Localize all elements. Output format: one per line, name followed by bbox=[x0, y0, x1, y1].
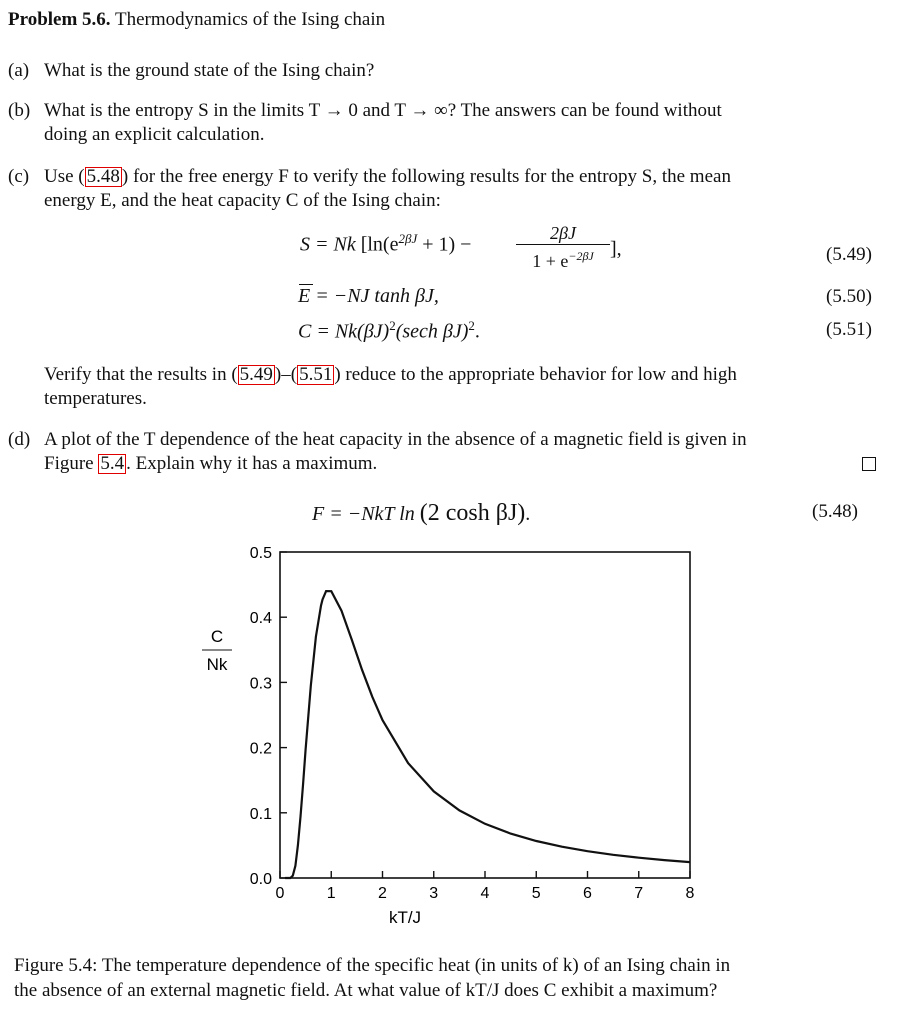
x-tick-label: 4 bbox=[480, 885, 490, 902]
part-c-post: ) for the free energy F to verify the following results for the entropy S, the mean bbox=[121, 166, 731, 187]
eq549-fraction bbox=[516, 222, 610, 272]
eq549-den: 1 + e bbox=[532, 251, 569, 271]
x-tick-label: 6 bbox=[583, 885, 592, 902]
problem-title: Thermodynamics of the Ising chain bbox=[114, 9, 386, 30]
verify-post: ) reduce to the appropriate behavior for low and high bbox=[334, 364, 737, 385]
part-c-verify-line2: temperatures. bbox=[44, 388, 147, 409]
part-d-line1: A plot of the T dependence of the heat capacity in the absence of a magnetic field is given in bbox=[44, 429, 747, 450]
y-axis-label-numerator: C bbox=[210, 627, 224, 646]
eq551-sq2: 2 bbox=[468, 318, 475, 333]
eq549-body2: + 1) − bbox=[417, 233, 472, 256]
y-tick-label: 0.1 bbox=[249, 805, 272, 823]
figure-ref-5-4[interactable]: 5.4 bbox=[100, 453, 125, 474]
verify-pre: Verify that the results in ( bbox=[44, 364, 238, 385]
eq549-den-exp: −2βJ bbox=[568, 249, 594, 263]
equation-5-51 bbox=[298, 318, 480, 344]
eq549-exp: 2βJ bbox=[398, 231, 418, 246]
figure-caption-line2: the absence of an external magnetic field. At what value of kT/J does C exhibit a maximum? bbox=[14, 980, 718, 1001]
problem-heading bbox=[8, 8, 385, 32]
x-tick-label: 2 bbox=[378, 885, 387, 902]
figure-label: Figure 5.4: bbox=[14, 955, 98, 976]
y-axis-label-denominator: Nk bbox=[206, 655, 228, 674]
heat-capacity-curve bbox=[285, 591, 690, 878]
part-d-label: (d) bbox=[8, 429, 31, 450]
part-c-line2: energy E, and the heat capacity C of the Ising chain: bbox=[44, 190, 441, 211]
part-b-line1: What is the entropy S in the limits T → 0 and T → ∞? The answers can be found without bbox=[44, 100, 722, 121]
eq-number-5-51: (5.51) bbox=[826, 319, 872, 340]
eq-ref-5-48[interactable]: 5.48 bbox=[86, 166, 120, 187]
e-bar bbox=[299, 284, 313, 285]
heat-capacity-chart bbox=[0, 530, 897, 940]
part-d-post: . Explain why it has a maximum. bbox=[126, 453, 378, 474]
equation-5-48 bbox=[312, 500, 530, 527]
plot-frame bbox=[280, 552, 690, 878]
part-d-pre: Figure bbox=[44, 453, 99, 474]
eq-number-5-49: (5.49) bbox=[826, 244, 872, 265]
part-c-label: (c) bbox=[8, 166, 30, 187]
x-tick-label: 0 bbox=[275, 885, 285, 902]
part-b-line2: doing an explicit calculation. bbox=[44, 124, 265, 145]
x-tick-label: 5 bbox=[531, 885, 541, 902]
part-b-label: (b) bbox=[8, 100, 31, 121]
part-d-line2 bbox=[44, 452, 377, 476]
eq549-lhs: S = Nk bbox=[300, 233, 356, 256]
eq549-close: ], bbox=[610, 238, 622, 260]
y-tick-label: 0.5 bbox=[249, 545, 272, 562]
problem-label: Problem 5.6. bbox=[8, 9, 111, 30]
qed-box bbox=[862, 457, 876, 471]
eq-number-5-50: (5.50) bbox=[826, 286, 872, 307]
y-tick-label: 0.4 bbox=[249, 610, 272, 628]
x-tick-label: 7 bbox=[634, 885, 644, 902]
y-tick-label: 0.0 bbox=[249, 871, 272, 888]
y-tick-label: 0.3 bbox=[249, 675, 272, 693]
x-tick-label: 1 bbox=[326, 885, 336, 902]
eq551-sq1: 2 bbox=[389, 318, 396, 333]
eq551-text: C = Nk(βJ) bbox=[298, 320, 390, 343]
figure-caption-text1: The temperature dependence of the specific heat (in units of k) of an Ising chain in bbox=[101, 955, 731, 976]
x-axis-label: kT/J bbox=[388, 908, 422, 927]
eq-ref-5-49[interactable]: 5.49 bbox=[239, 364, 273, 385]
eq548-text: F = −NkT ln bbox=[312, 503, 415, 525]
part-a-label: (a) bbox=[8, 60, 30, 81]
part-c-verify bbox=[44, 363, 737, 387]
eq551-end: . bbox=[474, 320, 480, 343]
eq548-end: . bbox=[525, 503, 531, 525]
y-tick-label: 0.2 bbox=[249, 740, 272, 758]
part-c-line1 bbox=[44, 165, 731, 189]
equation-5-49 bbox=[300, 231, 471, 257]
eq551-text2: (sech βJ) bbox=[395, 320, 469, 343]
eq549-body: [ln(e bbox=[360, 233, 399, 256]
x-tick-label: 8 bbox=[685, 885, 695, 902]
x-tick-label: 3 bbox=[429, 885, 439, 902]
equation-5-50: E = −NJ tanh βJ, bbox=[298, 285, 439, 307]
eq548-paren: (2 cosh βJ) bbox=[419, 500, 526, 526]
verify-mid: )–( bbox=[274, 364, 298, 385]
part-a-text: What is the ground state of the Ising chain? bbox=[44, 60, 375, 81]
part-c-pre: Use ( bbox=[44, 166, 85, 187]
eq-number-5-48: (5.48) bbox=[812, 501, 858, 522]
eq-ref-5-51[interactable]: 5.51 bbox=[299, 364, 333, 385]
figure-caption-line1 bbox=[14, 953, 730, 978]
eq549-num: 2βJ bbox=[516, 222, 610, 245]
